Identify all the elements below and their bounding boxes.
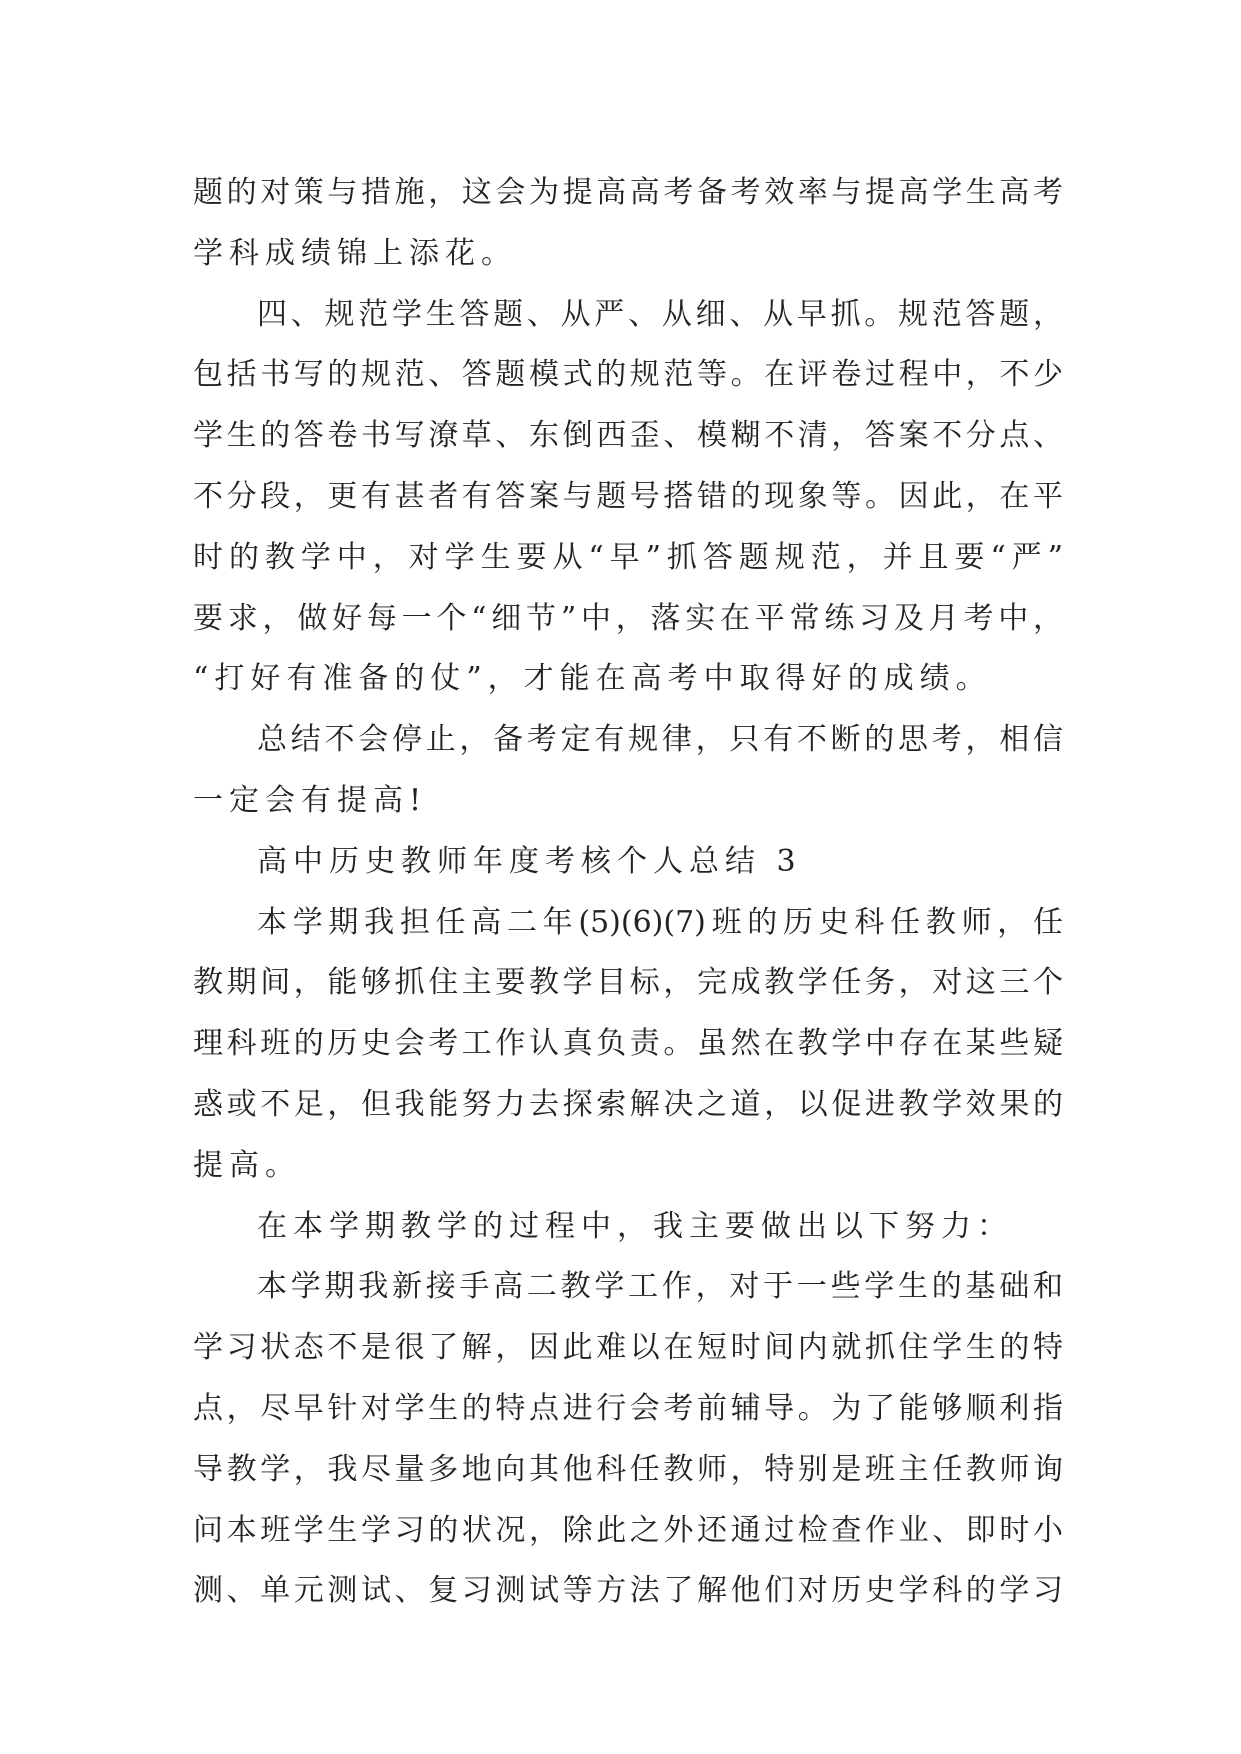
text-line: 点，尽早针对学生的特点进行会考前辅导。为了能够顺利指 [193, 1390, 1063, 1426]
text-line: 要求，做好每一个“细节”中，落实在平常练习及月考中， [193, 600, 1063, 636]
text-line: 本学期我新接手高二教学工作，对于一些学生的基础和 [257, 1269, 1063, 1305]
text-line: 提高。 [193, 1147, 301, 1183]
text-line: 学生的答卷书写潦草、东倒西歪、模糊不清，答案不分点、 [193, 418, 1063, 454]
text-line: 学习状态不是很了解，因此难以在短时间内就抓住学生的特 [193, 1330, 1063, 1366]
text-line: 惑或不足，但我能努力去探索解决之道，以促进教学效果的 [193, 1086, 1063, 1122]
text-line: 总结不会停止，备考定有规律，只有不断的思考，相信 [257, 722, 1063, 758]
text-line: 高中历史教师年度考核个人总结 3 [257, 843, 802, 879]
text-line: 教期间，能够抓住主要教学目标，完成教学任务，对这三个 [193, 965, 1063, 1001]
text-line: 在本学期教学的过程中，我主要做出以下努力： [257, 1208, 1013, 1244]
text-line: 时的教学中，对学生要从“早”抓答题规范，并且要“严” [193, 539, 1063, 575]
text-line: 学科成绩锦上添花。 [193, 235, 517, 271]
text-line: 一定会有提高! [193, 782, 428, 818]
text-line: 问本班学生学习的状况，除此之外还通过检查作业、即时小 [193, 1512, 1063, 1548]
text-line: 包括书写的规范、答题模式的规范等。在评卷过程中，不少 [193, 357, 1063, 393]
text-line: 题的对策与措施，这会为提高高考备考效率与提高学生高考 [193, 175, 1063, 210]
text-line: 导教学，我尽量多地向其他科任教师，特别是班主任教师询 [193, 1451, 1063, 1487]
document-body [193, 163, 1063, 1622]
text-line: 不分段，更有甚者有答案与题号搭错的现象等。因此，在平 [193, 478, 1063, 514]
text-line: 理科班的历史会考工作认真负责。虽然在教学中存在某些疑 [193, 1026, 1063, 1062]
text-line: “打好有准备的仗”，才能在高考中取得好的成绩。 [193, 661, 992, 697]
text-line: 本学期我担任高二年(5)(6)(7)班的历史科任教师，任 [257, 904, 1063, 940]
text-line: 测、单元测试、复习测试等方法了解他们对历史学科的学习 [193, 1573, 1063, 1609]
text-line: 四、规范学生答题、从严、从细、从早抓。规范答题， [257, 296, 1063, 332]
